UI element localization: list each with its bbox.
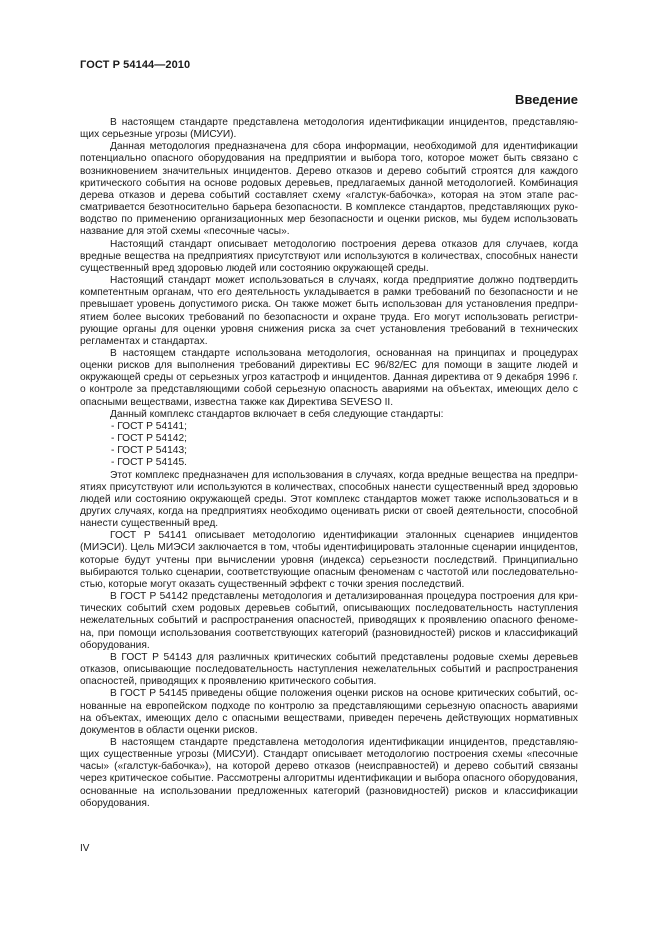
paragraph: В ГОСТ Р 54143 для различных критических событий представлены родовые схемы деревьев отказов, описывающие последовательность наступления нежелательных событий и распространения опасностей, приводящих к проявлению критического события.: [80, 651, 578, 688]
paragraph: Настоящий стандарт описывает методологию построения дерева отказов для случаев, когда вредные вещества на предприятиях присутствуют или используются в количествах, способных нанести существенный вред здоровью людей или состоянию окружающей среды.: [80, 238, 578, 274]
paragraph: Настоящий стандарт может использоваться в случаях, когда предприятие должно подтвердить компетентным органам, что его деятельность укладывается в рамки требований по безопасности и не превышает уровень допустимого риска. Он также может быть использован для установления предприятием более высоких требований по безопасности и охране труда. Его могут использовать регистрирующие органы для оценки уровня снижения риска за счет установления требований в технических регламентах и стандартах.: [80, 275, 578, 347]
paragraph: Данный комплекс стандартов включает в себя следующие стандарты:: [110, 408, 444, 420]
paragraph: В ГОСТ Р 54145 приведены общие положения оценки рисков на основе критических событий, основанные на европейском подходе по контролю за представляющими серьезную опасность авариями на объектах, имеющих дело с опасными веществами, приведен перечень действующих нормативных документов в области оценки рисков.: [80, 688, 578, 736]
paragraph: В настоящем стандарте представлена методология идентификации инцидентов, представляющих существенные угрозы (МИСУИ). Стандарт описывает методологию построения схемы «песочные часы» («галстук-бабочка»), на которой дерево отказов (неисправностей) и дерево событий связаны через критическое событие. Рассмотрены алгоритмы идентификации и выбора опасного оборудования, основанные на использовании предложенных категорий (разновидностей) рисков и классификации оборудования.: [80, 736, 578, 809]
paragraph: В ГОСТ Р 54142 представлены методология и детализированная процедура построения для критических событий схем родовых деревьев событий, описывающих последовательность наступления нежелательных событий и распространения опасностей, приводящих к проявлению опасного феномена, при помощи использования соответствующих категорий (разновидностей) рисков и классификаций оборудования.: [80, 591, 578, 651]
section-title: Введение: [515, 92, 578, 107]
page-number: IV: [80, 843, 90, 854]
section-body: [80, 117, 578, 810]
standards-list: [80, 421, 578, 470]
document-header-id: ГОСТ Р 54144—2010: [80, 59, 191, 71]
paragraph: В настоящем стандарте использована методология, основанная на принципах и процедурах оценки рисков для выполнения требований директивы ЕС 96/82/ЕС для помощи в защите людей и окружающей среды от серьезных угроз катастроф и инцидентов. Данная директива от 9 декабря 1996 г. о контроле за представляющими собой серьезную опасность авариями на объектах, имеющих дело с опасными веществами, известна также как Директива SEVESO II.: [80, 347, 578, 408]
paragraph: В настоящем стандарте представлена методология идентификации инцидентов, представляющих серьезные угрозы (МИСУИ).: [80, 117, 578, 141]
paragraph: ГОСТ Р 54141 описывает методологию идентификации эталонных сценариев инцидентов (МИЭСИ). Цель МИЭСИ заключается в том, чтобы идентифицировать эталонные сценарии инцидентов, которые будут учтены при вычислении уровня (индекса) серьезности последствий. Принципиально выбираются только сценарии, соответствующие опасным феноменам с частотой или последовательностью, которые могут оказать существенный эффект с точки зрения последствий.: [80, 530, 578, 590]
list-item: - ГОСТ Р 54145.: [111, 457, 187, 469]
list-item: - ГОСТ Р 54143;: [111, 445, 187, 457]
list-item: - ГОСТ Р 54142;: [111, 433, 187, 445]
paragraph: Данная методология предназначена для сбора информации, необходимой для идентификации потенциально опасного оборудования на предприятии и выбора того, которое может быть связано с возникновением значительных инцидентов. Дерево отказов и дерево событий строятся для каждого критического события на основе родовых деревьев, предлагаемых данной методологией. Комбинация дерева отказов и дерева событий составляет схему «галстук-бабочка», которая на этом этапе рассматривается безотносительно барьера безопасности. В комплексе стандартов, представляющих руководство по применению организационных мер безопасности и оценки рисков, мы будем использовать название для этой схемы «песочные часы».: [80, 141, 578, 238]
list-item: - ГОСТ Р 54141;: [111, 420, 187, 432]
paragraph: Этот комплекс предназначен для использования в случаях, когда вредные вещества на предприятиях присутствуют или используются в количествах, способных нанести существенный вред здоровью людей или состоянию окружающей среды. Этот комплекс стандартов может также использоваться и в других случаях, когда на предприятиях необходимо оценивать риски от своей деятельности, способной нанести существенный вред.: [80, 469, 578, 530]
